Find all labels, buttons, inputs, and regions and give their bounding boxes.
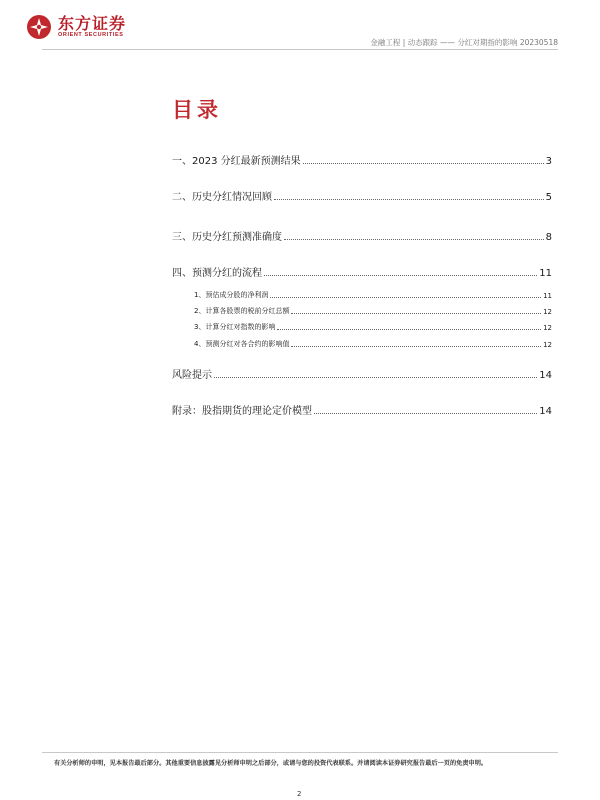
toc-entry-label: 附录：股指期货的理论定价模型 [172, 406, 312, 417]
toc-leader-dots [303, 163, 544, 164]
page-header [0, 0, 600, 56]
toc-entry[interactable] [172, 188, 552, 203]
toc-leader-dots [264, 275, 537, 276]
toc-subentry-page: 12 [543, 308, 552, 316]
company-logo [26, 14, 126, 40]
toc-entry[interactable] [172, 366, 552, 381]
toc-entry-label: 四、预测分红的流程 [172, 268, 262, 279]
toc-subentry-label: 3、计算分红对指数的影响 [194, 323, 276, 331]
logo-name-en: ORIENT SECURITIES [58, 32, 124, 38]
toc-subentry-page: 12 [543, 324, 552, 332]
toc-entry[interactable] [172, 264, 552, 279]
toc-subentry-page: 11 [543, 292, 552, 300]
toc-leader-dots [274, 199, 544, 200]
toc-entry[interactable] [172, 228, 552, 243]
page-number: 2 [297, 790, 302, 798]
toc-subentry[interactable] [172, 290, 552, 300]
toc-leader-dots [284, 239, 544, 240]
toc-leader-dots [291, 313, 541, 314]
toc-entry-label: 一、2023 分红最新预测结果 [172, 156, 301, 167]
toc-leader-dots [314, 413, 537, 414]
toc-entry[interactable] [172, 402, 552, 417]
toc-subentry-label: 1、预估成分股的净利润 [194, 291, 269, 299]
toc-entry-page: 5 [545, 192, 552, 203]
toc-subentry-label: 2、计算各股票的税前分红总额 [194, 307, 290, 315]
header-divider [42, 49, 558, 50]
toc-leader-dots [270, 297, 541, 298]
toc-subentry-label: 4、预测分红对各合约的影响值 [194, 340, 290, 348]
toc-subentry-page: 12 [543, 341, 552, 349]
logo-mark-icon [26, 14, 52, 40]
header-breadcrumb: 金融工程 | 动态跟踪 —— 分红对期指的影响 20230518 [370, 38, 558, 47]
toc-entry-page: 8 [545, 232, 552, 243]
toc-subentry[interactable] [172, 322, 552, 332]
toc-entry-page: 3 [545, 156, 552, 167]
toc-entry-label: 三、历史分红预测准确度 [172, 232, 282, 243]
toc-leader-dots [214, 377, 537, 378]
toc-entry-page: 14 [539, 370, 552, 381]
toc-entry-label: 风险提示 [172, 370, 212, 381]
logo-name-cn: 东方证券 [58, 14, 127, 33]
toc-entry-page: 14 [539, 406, 552, 417]
toc-entry[interactable] [172, 152, 552, 167]
toc-leader-dots [291, 346, 541, 347]
footer-disclaimer: 有关分析师的申明，见本报告最后部分。其他重要信息披露见分析师申明之后部分，或请与您的投资代表联系。并请阅读本证券研究报告最后一页的免责申明。 [54, 760, 488, 767]
toc-entry-page: 11 [539, 268, 552, 279]
toc-title: 目录 [172, 98, 222, 122]
toc-subentry[interactable] [172, 306, 552, 316]
toc-subentry[interactable] [172, 339, 552, 349]
toc-leader-dots [277, 329, 541, 330]
toc-entry-label: 二、历史分红情况回顾 [172, 192, 272, 203]
footer-divider [42, 752, 558, 753]
